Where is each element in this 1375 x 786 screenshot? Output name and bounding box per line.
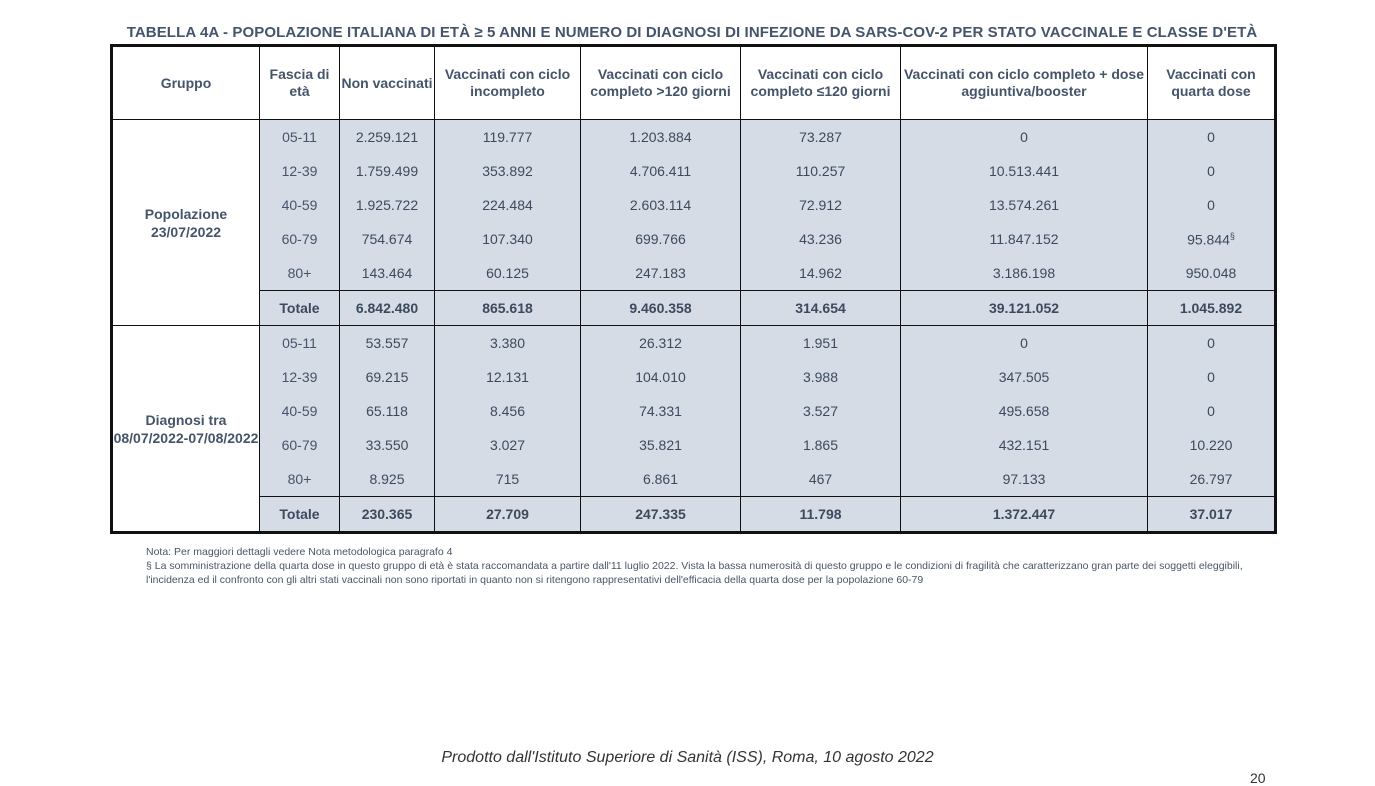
table-row: [112, 222, 1276, 256]
value-cell: 0: [1148, 360, 1276, 394]
table-row: [112, 120, 1276, 155]
value-cell: 0: [901, 120, 1148, 155]
value-cell: 353.892: [435, 154, 581, 188]
age-cell: 05-11: [260, 326, 340, 361]
value-cell: 2.603.114: [581, 188, 741, 222]
value-cell-with-footnote: [1148, 222, 1276, 256]
value-cell: 1.925.722: [340, 188, 435, 222]
value-text: 95.844: [1187, 231, 1230, 248]
value-cell: 247.183: [581, 256, 741, 291]
value-cell: 65.118: [340, 394, 435, 428]
total-cell: 37.017: [1148, 497, 1276, 533]
table-notes: [146, 545, 1266, 587]
age-cell: 80+: [260, 256, 340, 291]
value-cell: 14.962: [741, 256, 901, 291]
value-cell: 3.186.198: [901, 256, 1148, 291]
table-row: [112, 462, 1276, 497]
value-cell: 119.777: [435, 120, 581, 155]
age-cell: 12-39: [260, 360, 340, 394]
table-row: [112, 154, 1276, 188]
table-row: [112, 394, 1276, 428]
value-cell: 26.797: [1148, 462, 1276, 497]
table-row: [112, 326, 1276, 361]
group-label: Popolazione 23/07/2022: [112, 120, 260, 326]
value-cell: 10.513.441: [901, 154, 1148, 188]
value-cell: 1.865: [741, 428, 901, 462]
total-cell: 9.460.358: [581, 291, 741, 326]
value-cell: 107.340: [435, 222, 581, 256]
value-cell: 74.331: [581, 394, 741, 428]
header-booster: Vaccinati con ciclo completo + dose aggiuntiva/booster: [901, 46, 1148, 120]
total-cell: 230.365: [340, 497, 435, 533]
total-label: Totale: [260, 291, 340, 326]
value-cell: 143.464: [340, 256, 435, 291]
value-cell: 950.048: [1148, 256, 1276, 291]
value-cell: 110.257: [741, 154, 901, 188]
page-footer: Prodotto dall'Istituto Superiore di Sanità (ISS), Roma, 10 agosto 2022: [441, 749, 934, 766]
value-cell: 4.706.411: [581, 154, 741, 188]
total-cell: 1.045.892: [1148, 291, 1276, 326]
value-cell: 33.550: [340, 428, 435, 462]
value-cell: 1.759.499: [340, 154, 435, 188]
header-quarta-dose: Vaccinati con quarta dose: [1148, 46, 1276, 120]
value-cell: 467: [741, 462, 901, 497]
value-cell: 699.766: [581, 222, 741, 256]
table-title: TABELLA 4A - POPOLAZIONE ITALIANA DI ETÀ ≥ 5 ANNI E NUMERO DI DIAGNOSI DI INFEZIONE DA SARS-COV-2 PER STATO VACCINALE E CLASSE D'ETÀ: [126, 24, 1258, 41]
value-cell: 60.125: [435, 256, 581, 291]
value-cell: 53.557: [340, 326, 435, 361]
age-cell: 60-79: [260, 428, 340, 462]
value-cell: 13.574.261: [901, 188, 1148, 222]
table-row: [112, 428, 1276, 462]
value-cell: 0: [901, 326, 1148, 361]
footnote-mark: §: [1229, 230, 1235, 241]
value-cell: 0: [1148, 154, 1276, 188]
age-cell: 05-11: [260, 120, 340, 155]
vaccination-table: [110, 44, 1277, 534]
value-cell: 495.658: [901, 394, 1148, 428]
value-cell: 73.287: [741, 120, 901, 155]
value-cell: 0: [1148, 188, 1276, 222]
header-fascia: Fascia di età: [260, 46, 340, 120]
value-cell: 2.259.121: [340, 120, 435, 155]
value-cell: 97.133: [901, 462, 1148, 497]
value-cell: 43.236: [741, 222, 901, 256]
value-cell: 3.527: [741, 394, 901, 428]
value-cell: 11.847.152: [901, 222, 1148, 256]
value-cell: 35.821: [581, 428, 741, 462]
value-cell: 0: [1148, 326, 1276, 361]
table-row: [112, 188, 1276, 222]
header-completo-le120: Vaccinati con ciclo completo ≤120 giorni: [741, 46, 901, 120]
header-ciclo-incompleto: Vaccinati con ciclo incompleto: [435, 46, 581, 120]
table-row: [112, 360, 1276, 394]
value-cell: 1.203.884: [581, 120, 741, 155]
value-cell: 347.505: [901, 360, 1148, 394]
age-cell: 60-79: [260, 222, 340, 256]
total-cell: 314.654: [741, 291, 901, 326]
value-cell: 224.484: [435, 188, 581, 222]
group-label: Diagnosi tra 08/07/2022-07/08/2022: [112, 326, 260, 533]
value-cell: 104.010: [581, 360, 741, 394]
header-gruppo: Gruppo: [112, 46, 260, 120]
value-cell: 0: [1148, 394, 1276, 428]
value-cell: 6.861: [581, 462, 741, 497]
total-cell: 39.121.052: [901, 291, 1148, 326]
age-cell: 80+: [260, 462, 340, 497]
value-cell: 8.456: [435, 394, 581, 428]
value-cell: 715: [435, 462, 581, 497]
total-cell: 27.709: [435, 497, 581, 533]
total-row: [112, 291, 1276, 326]
total-cell: 247.335: [581, 497, 741, 533]
value-cell: 8.925: [340, 462, 435, 497]
total-cell: 865.618: [435, 291, 581, 326]
page-number: 20: [1250, 770, 1266, 786]
value-cell: 26.312: [581, 326, 741, 361]
value-cell: 3.988: [741, 360, 901, 394]
total-cell: 6.842.480: [340, 291, 435, 326]
total-label: Totale: [260, 497, 340, 533]
note-line: Nota: Per maggiori dettagli vedere Nota metodologica paragrafo 4: [146, 546, 453, 558]
total-cell: 11.798: [741, 497, 901, 533]
table-row: [112, 256, 1276, 291]
value-cell: 10.220: [1148, 428, 1276, 462]
total-row: [112, 497, 1276, 533]
age-cell: 40-59: [260, 188, 340, 222]
value-cell: 69.215: [340, 360, 435, 394]
age-cell: 12-39: [260, 154, 340, 188]
header-non-vaccinati: Non vaccinati: [340, 46, 435, 120]
value-cell: 432.151: [901, 428, 1148, 462]
value-cell: 3.027: [435, 428, 581, 462]
value-cell: 72.912: [741, 188, 901, 222]
value-cell: 3.380: [435, 326, 581, 361]
footnote-text: § La somministrazione della quarta dose in questo gruppo di età è stata raccomandata a partire dall'11 luglio 2022. Vista la bassa numerosità di questo gruppo e le condizioni di fragilità che caratterizzano gran parte dei soggetti eleggibili, l'incidenza ed il confronto con gli altri stati vaccinali non sono riportati in quanto non si ritengono rappresentativi dell'efficacia della quarta dose per la popolazione 60-79: [146, 560, 1243, 586]
value-cell: 754.674: [340, 222, 435, 256]
value-cell: 12.131: [435, 360, 581, 394]
total-cell: 1.372.447: [901, 497, 1148, 533]
header-completo-gt120: Vaccinati con ciclo completo >120 giorni: [581, 46, 741, 120]
value-cell: 0: [1148, 120, 1276, 155]
value-cell: 1.951: [741, 326, 901, 361]
age-cell: 40-59: [260, 394, 340, 428]
